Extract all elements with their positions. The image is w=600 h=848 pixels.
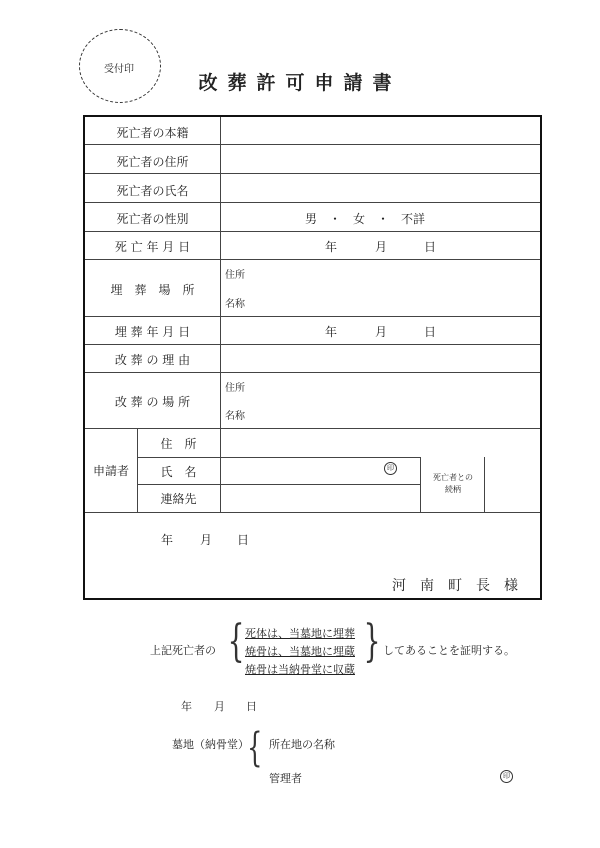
applicant-label: 申請者 — [92, 464, 129, 478]
label-gender: 死亡者の性別 — [116, 212, 189, 226]
honseki-field[interactable] — [221, 118, 539, 143]
death-date-day: 日 — [424, 240, 437, 254]
certificate-option-2[interactable]: 焼骨は、当墓地に埋蔵 — [245, 645, 355, 658]
reburial-place-address-label: 住所 — [225, 383, 245, 394]
burial-date-day: 日 — [424, 325, 437, 339]
submission-date-year: 年 — [161, 533, 174, 547]
label-reburial-reason: 改 葬 の 理 由 — [114, 353, 191, 367]
certificate-option-1[interactable]: 死体は、当墓地に埋葬 — [245, 627, 355, 640]
label-burial-date: 埋 葬 年 月 日 — [114, 325, 191, 339]
relation-label-line1: 死亡者との — [433, 473, 473, 482]
application-form — [83, 115, 542, 600]
burial-date-month: 月 — [375, 325, 388, 339]
submission-date-month: 月 — [200, 533, 213, 547]
relation-field[interactable] — [485, 458, 539, 511]
location-name-label: 所在地の名称 — [269, 738, 335, 751]
label-name: 死亡者の氏名 — [116, 184, 189, 198]
label-honseki: 死亡者の本籍 — [116, 126, 189, 140]
certificate-lead: 上記死亡者の — [150, 644, 216, 657]
death-date-month: 月 — [375, 240, 388, 254]
certificate-tail: してあることを証明する。 — [383, 644, 515, 657]
name-field[interactable] — [221, 174, 539, 201]
reburial-reason-field[interactable] — [221, 345, 539, 371]
applicant-seal-icon: 印 — [384, 462, 397, 475]
certificate-date-month: 月 — [214, 700, 225, 713]
gender-options[interactable]: 男 ・ 女 ・ 不詳 — [305, 212, 426, 226]
label-reburial-place: 改 葬 の 場 所 — [114, 395, 191, 409]
applicant-address-label: 住 所 — [160, 437, 197, 451]
applicant-contact-label: 連絡先 — [160, 492, 197, 506]
burial-date-year: 年 — [325, 325, 338, 339]
reception-stamp-label: 受付印 — [104, 64, 134, 75]
cemetery-label: 墓地（納骨堂） — [172, 738, 249, 751]
death-date-year: 年 — [325, 240, 338, 254]
label-burial-place: 埋 葬 場 所 — [110, 283, 195, 297]
left-brace-icon: { — [227, 616, 245, 667]
burial-place-name-label: 名称 — [225, 299, 245, 310]
reburial-place-name-label: 名称 — [225, 411, 245, 422]
cemetery-brace-icon: { — [247, 725, 263, 771]
document-title: 改葬許可申請書 — [198, 72, 402, 94]
manager-seal-icon: 印 — [500, 770, 513, 783]
addressee: 河 南 町 長 様 — [392, 578, 518, 594]
label-death-date: 死 亡 年 月 日 — [114, 240, 191, 254]
certificate-date-day: 日 — [246, 700, 257, 713]
burial-place-address-label: 住所 — [225, 270, 245, 281]
certificate-option-3[interactable]: 焼骨は当納骨堂に収蔵 — [245, 663, 355, 676]
address-field[interactable] — [221, 145, 539, 172]
applicant-name-label: 氏 名 — [160, 465, 197, 479]
certificate-date-year: 年 — [181, 700, 192, 713]
manager-label: 管理者 — [269, 772, 302, 785]
right-brace-icon: } — [363, 616, 381, 667]
relation-label-line2: 続柄 — [445, 485, 461, 494]
label-address: 死亡者の住所 — [116, 155, 189, 169]
submission-date-day: 日 — [237, 533, 250, 547]
relation-label — [428, 472, 478, 496]
